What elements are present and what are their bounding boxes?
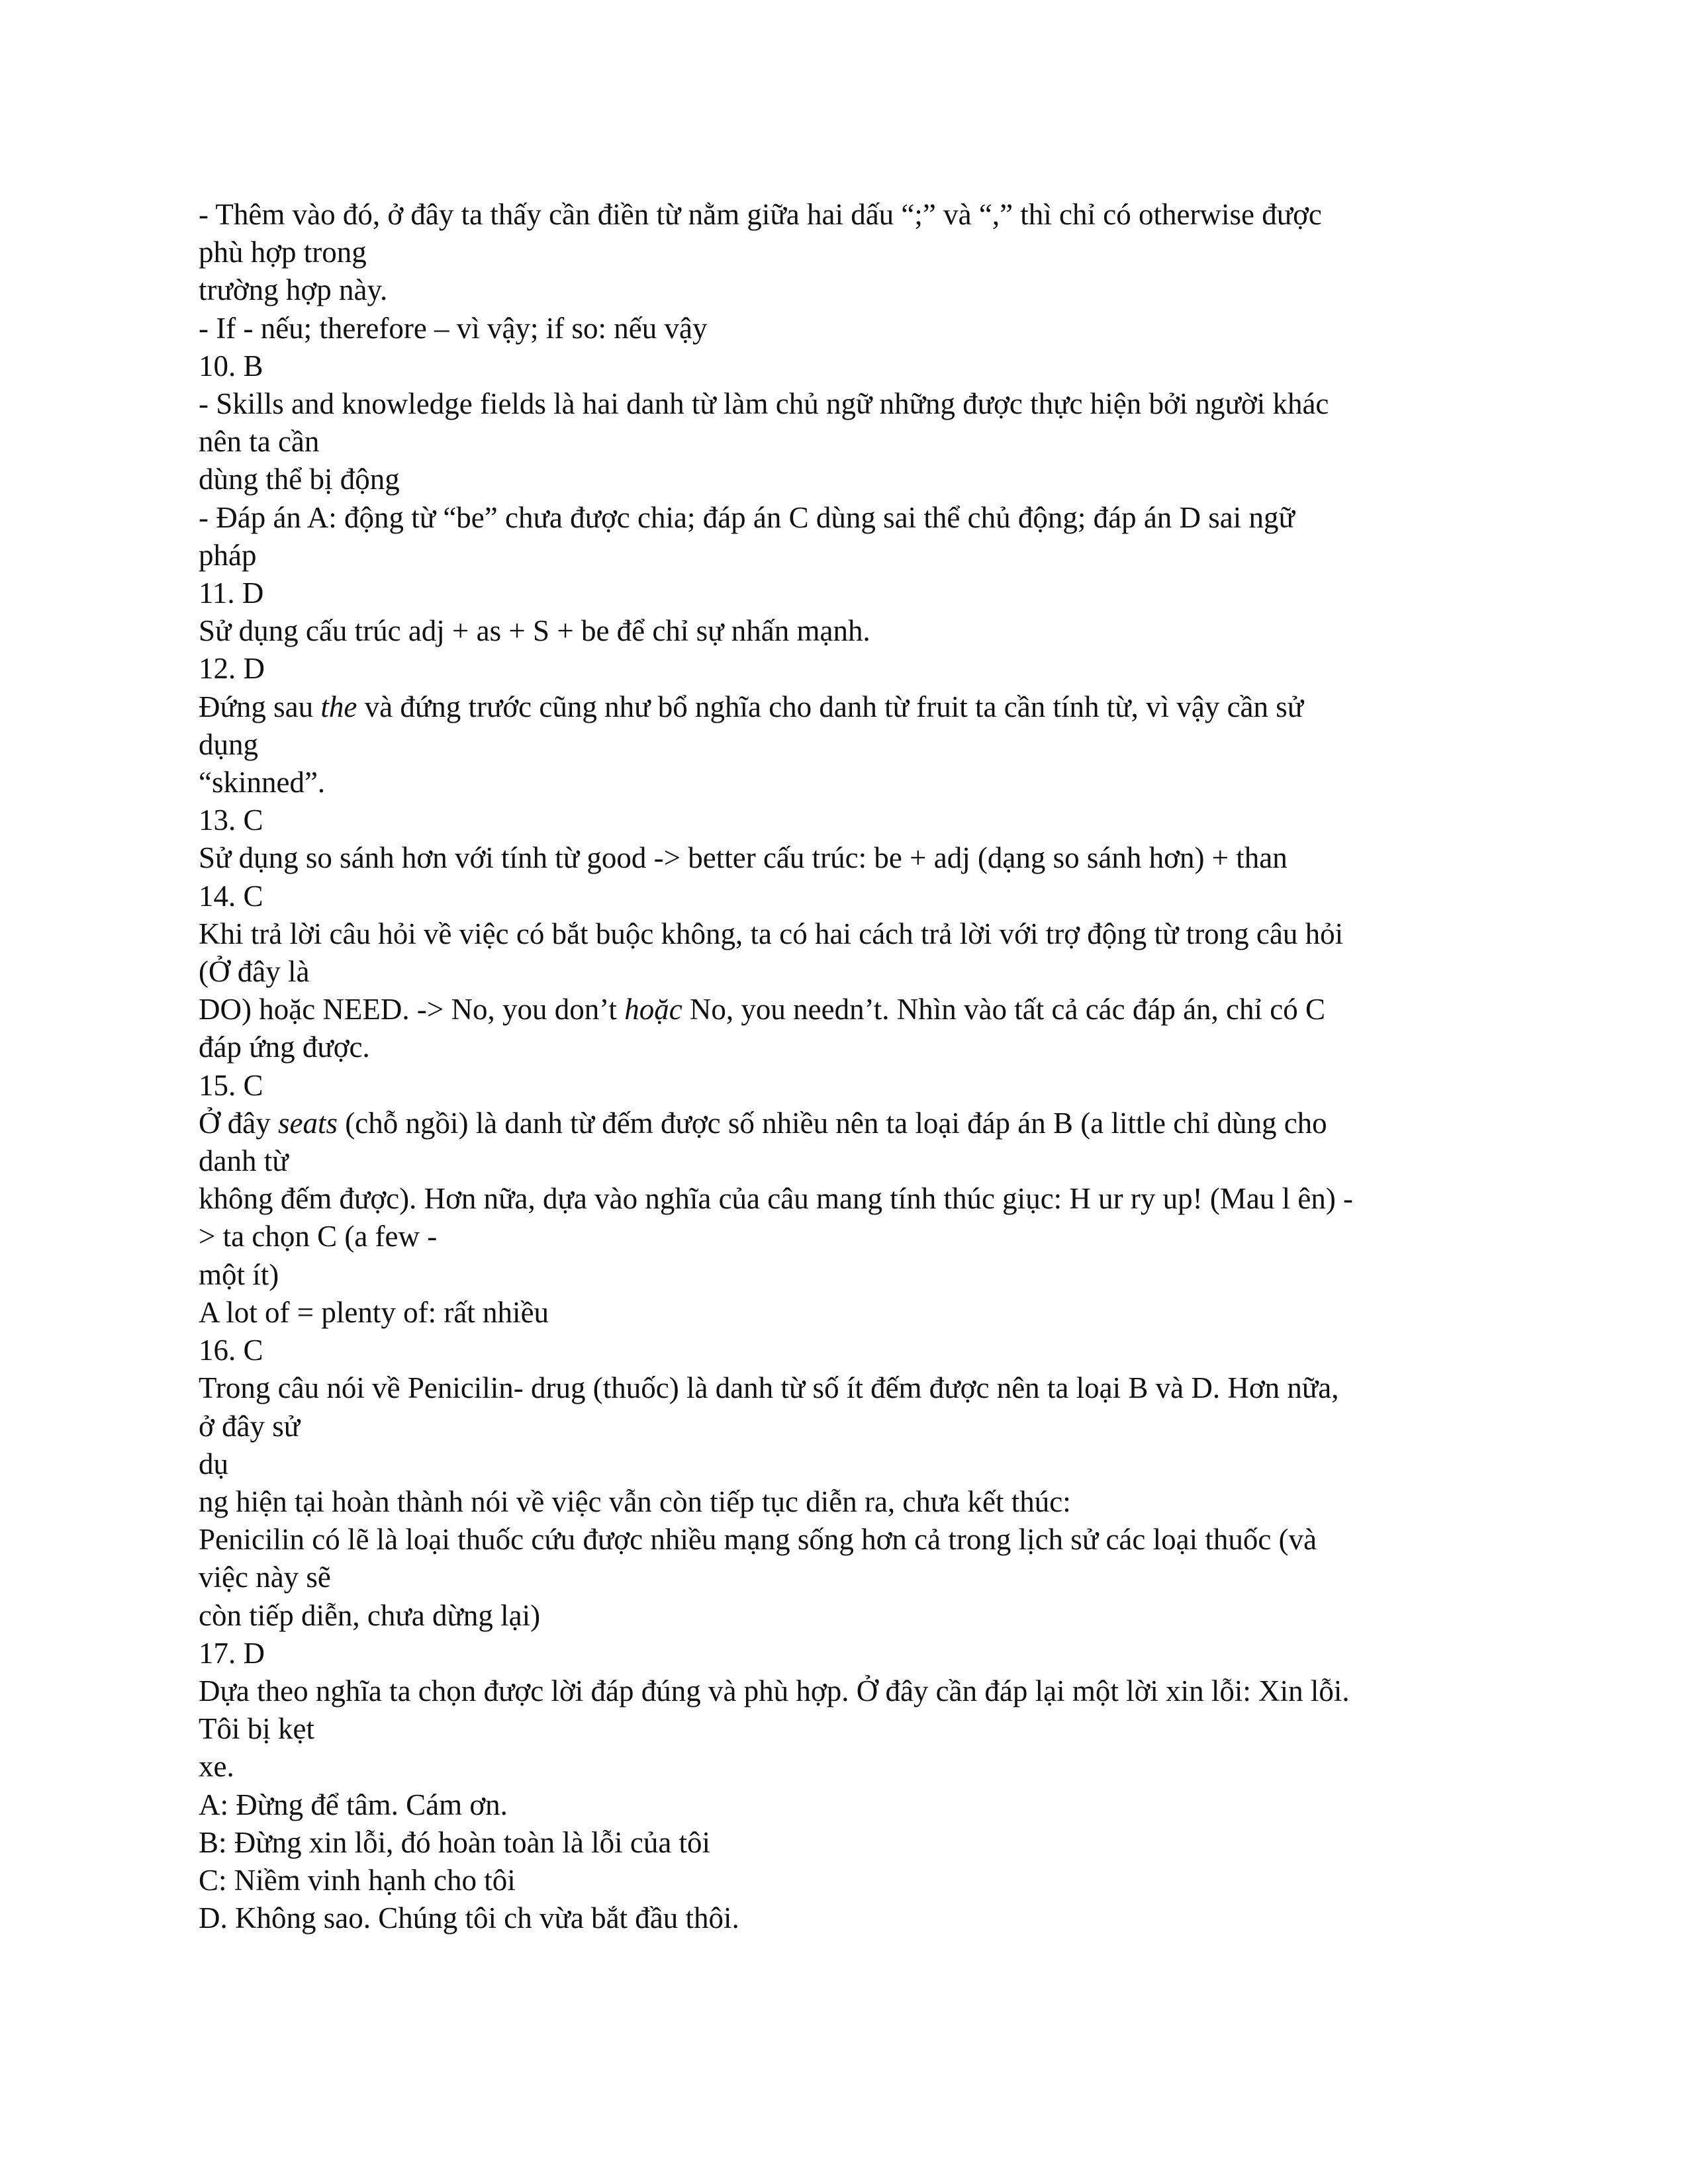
text-line: không đếm được). Hơn nữa, dựa vào nghĩa của câu mang tính thúc giục: H ur ry up! (Mau l ên) - [199,1182,1354,1216]
text-line: Trong câu nói về Penicilin- drug (thuốc) là danh từ số ít đếm được nên ta loại B và D. Hơn nữa, [199,1371,1339,1405]
italic-term: hoặc [624,993,682,1026]
text-line: Sử dụng so sánh hơn với tính từ good -> better cấu trúc: be + adj (dạng so sánh hơn) + than [199,841,1288,875]
italic-term: seats [277,1106,338,1140]
text-line [199,688,1496,726]
text-line: dùng thể bị động [199,463,400,496]
text-line: Penicilin có lẽ là loại thuốc cứu được nhiều mạng sống hơn cả trong lịch sử các loại thuốc (và [199,1523,1317,1557]
text-line: (Ở đây là [199,955,310,989]
text-line: nên ta cần [199,425,320,459]
text-line: 11. D [199,576,264,610]
text-line: C: Niềm vinh hạnh cho tôi [199,1863,516,1897]
text-line: ở đây sử [199,1409,301,1443]
text-line: Dựa theo nghĩa ta chọn được lời đáp đúng và phù hợp. Ở đây cần đáp lại một lời xin lỗi: Xin lỗi. [199,1674,1350,1707]
text-line: 12. D [199,652,265,686]
text-line: 15. C [199,1068,263,1102]
text-line: dụ [199,1447,228,1480]
text-line: “skinned”. [199,766,326,799]
text-line: 13. C [199,803,263,837]
text-line: Sử dụng cấu trúc adj + as + S + be để chỉ sự nhấn mạnh. [199,614,870,648]
text-segment: DO) hoặc NEED. -> No, you don’t [199,993,625,1026]
text-segment: (chỗ ngồi) là danh từ đếm được số nhiều nên ta loại đáp án B (a little chỉ dùng cho [337,1106,1327,1140]
italic-term: the [320,690,357,723]
text-line: đáp ứng được. [199,1030,370,1064]
text-line: xe. [199,1750,234,1784]
text-line: A lot of = plenty of: rất nhiều [199,1295,549,1329]
text-segment: và đứng trước cũng như bổ nghĩa cho danh từ fruit ta cần tính từ, vì vậy cần sử [357,690,1304,723]
text-line: - Skills and knowledge fields là hai danh từ làm chủ ngữ những được thực hiện bởi người khác [199,387,1329,421]
text-line: - If - nếu; therefore – vì vậy; if so: nếu vậy [199,311,708,345]
text-line: trường hợp này. [199,273,388,307]
document-page [199,196,1496,1937]
text-line: > ta chọn C (a few - [199,1220,438,1253]
text-line: một ít) [199,1257,279,1291]
text-line: 10. B [199,349,263,383]
text-line: D. Không sao. Chúng tôi ch vừa bắt đầu thôi. [199,1901,739,1935]
text-line: - Đáp án A: động từ “be” chưa được chia; đáp án C dùng sai thể chủ động; đáp án D sai ngữ [199,500,1295,534]
text-line: Tôi bị kẹt [199,1712,314,1746]
text-line: - Thêm vào đó, ở đây ta thấy cần điền từ nằm giữa hai dấu “;” và “,” thì chỉ có otherwise được [199,198,1322,231]
text-line [199,991,1496,1028]
text-line: dụng [199,727,258,761]
text-line [199,1105,1496,1142]
text-line: việc này sẽ [199,1561,331,1594]
text-line: B: Đừng xin lỗi, đó hoàn toàn là lỗi của tôi [199,1825,711,1859]
text-line: phù hợp trong [199,236,367,269]
text-line: A: Đừng để tâm. Cám ơn. [199,1788,508,1821]
text-line: 16. C [199,1334,263,1367]
text-line: pháp [199,538,257,572]
text-line: ng hiện tại hoàn thành nói về việc vẫn còn tiếp tục diễn ra, chưa kết thúc: [199,1484,1071,1518]
text-line: danh từ [199,1144,289,1178]
text-line: còn tiếp diễn, chưa dừng lại) [199,1598,541,1632]
text-line: Khi trả lời câu hỏi về việc có bắt buộc không, ta có hai cách trả lời với trợ động từ trong câu hỏi [199,917,1344,950]
text-segment: Đứng sau [199,690,321,723]
text-segment: Ở đây [199,1106,278,1140]
text-segment: No, you needn’t. Nhìn vào tất cả các đáp án, chỉ có C [682,993,1326,1026]
text-line: 14. C [199,879,263,913]
text-line: 17. D [199,1636,265,1670]
